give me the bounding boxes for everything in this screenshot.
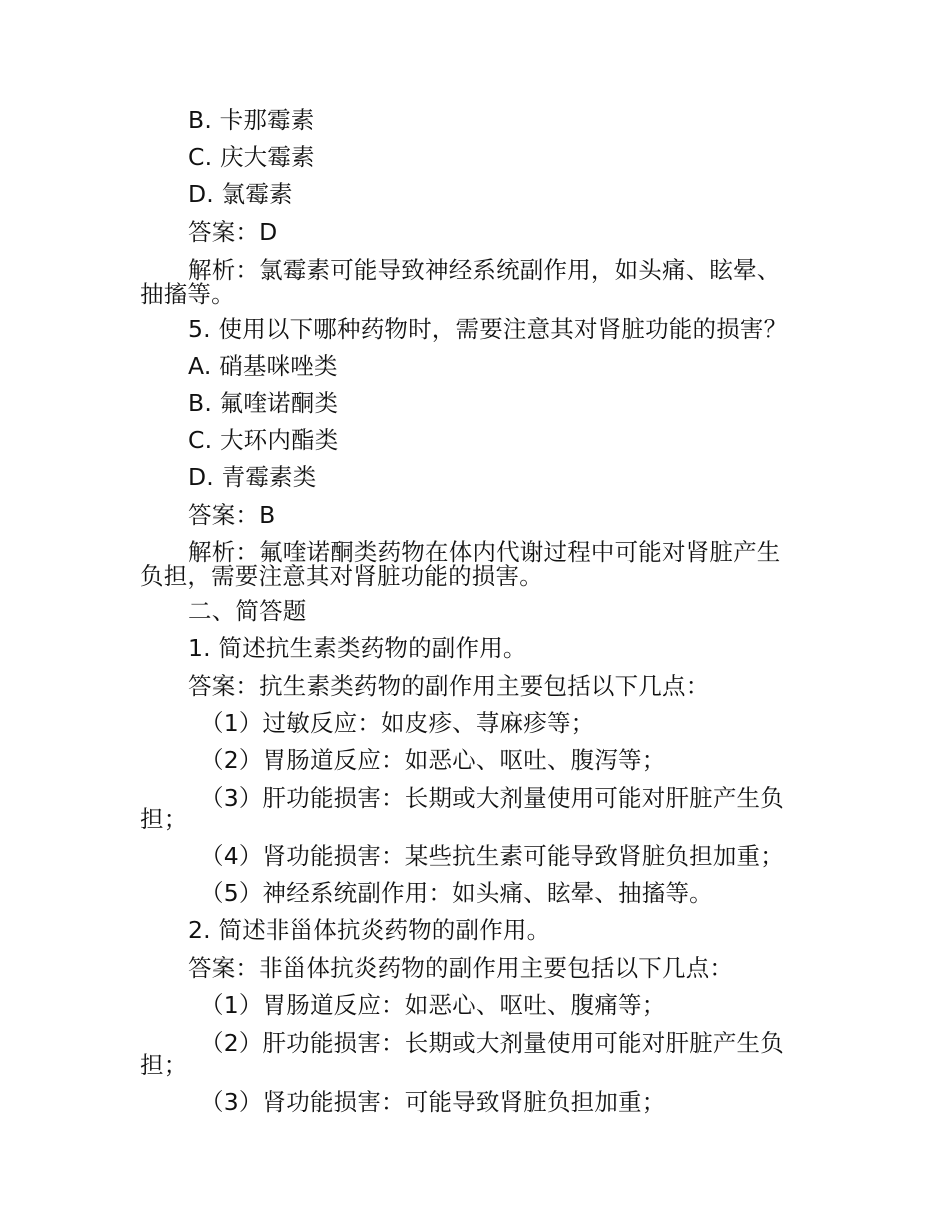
q5-answer: 答案：B [188,501,276,529]
sa1-point5: （5）神经系统副作用：如头痛、眩晕、抽搐等。 [200,879,713,907]
sa2-point2-line1: （2）肝功能损害：长期或大剂量使用可能对肝脏产生负 [200,1029,784,1057]
q4-option-d: D. 氯霉素 [188,180,293,208]
q5-option-a: A. 硝基咪唑类 [188,352,338,380]
sa1-point3-line2: 担； [140,805,188,833]
q5-question: 5. 使用以下哪种药物时，需要注意其对肾脏功能的损害？ [188,315,788,343]
sa1-answer: 答案：抗生素类药物的副作用主要包括以下几点： [188,672,710,700]
sa2-point1: （1）胃肠道反应：如恶心、呕吐、腹痛等； [200,991,666,1019]
q4-option-b: B. 卡那霉素 [188,106,315,134]
sa2-question: 2. 简述非甾体抗炎药物的副作用。 [188,916,551,944]
q5-analysis-line1: 解析：氟喹诺酮类药物在体内代谢过程中可能对肾脏产生 [188,538,781,566]
q5-option-c: C. 大环内酯类 [188,426,339,454]
q5-option-d: D. 青霉素类 [188,463,317,491]
sa2-point3: （3）肾功能损害：可能导致肾脏负担加重； [200,1088,666,1116]
q4-answer: 答案：D [188,218,278,246]
sa1-point4: （4）肾功能损害：某些抗生素可能导致肾脏负担加重； [200,842,784,870]
sa1-question: 1. 简述抗生素类药物的副作用。 [188,634,527,662]
section-title: 二、简答题 [188,597,307,625]
q4-analysis-line1: 解析：氯霉素可能导致神经系统副作用，如头痛、眩晕、 [188,256,781,284]
sa1-point2: （2）胃肠道反应：如恶心、呕吐、腹泻等； [200,746,666,774]
sa2-point2-line2: 担； [140,1051,188,1079]
q5-option-b: B. 氟喹诺酮类 [188,389,339,417]
q4-analysis-line2: 抽搐等。 [140,280,235,308]
q5-analysis-line2: 负担，需要注意其对肾脏功能的损害。 [140,562,543,590]
sa2-answer: 答案：非甾体抗炎药物的副作用主要包括以下几点： [188,954,734,982]
q4-option-c: C. 庆大霉素 [188,143,315,171]
sa1-point1: （1）过敏反应：如皮疹、荨麻疹等； [200,709,595,737]
sa1-point3-line1: （3）肝功能损害：长期或大剂量使用可能对肝脏产生负 [200,784,784,812]
